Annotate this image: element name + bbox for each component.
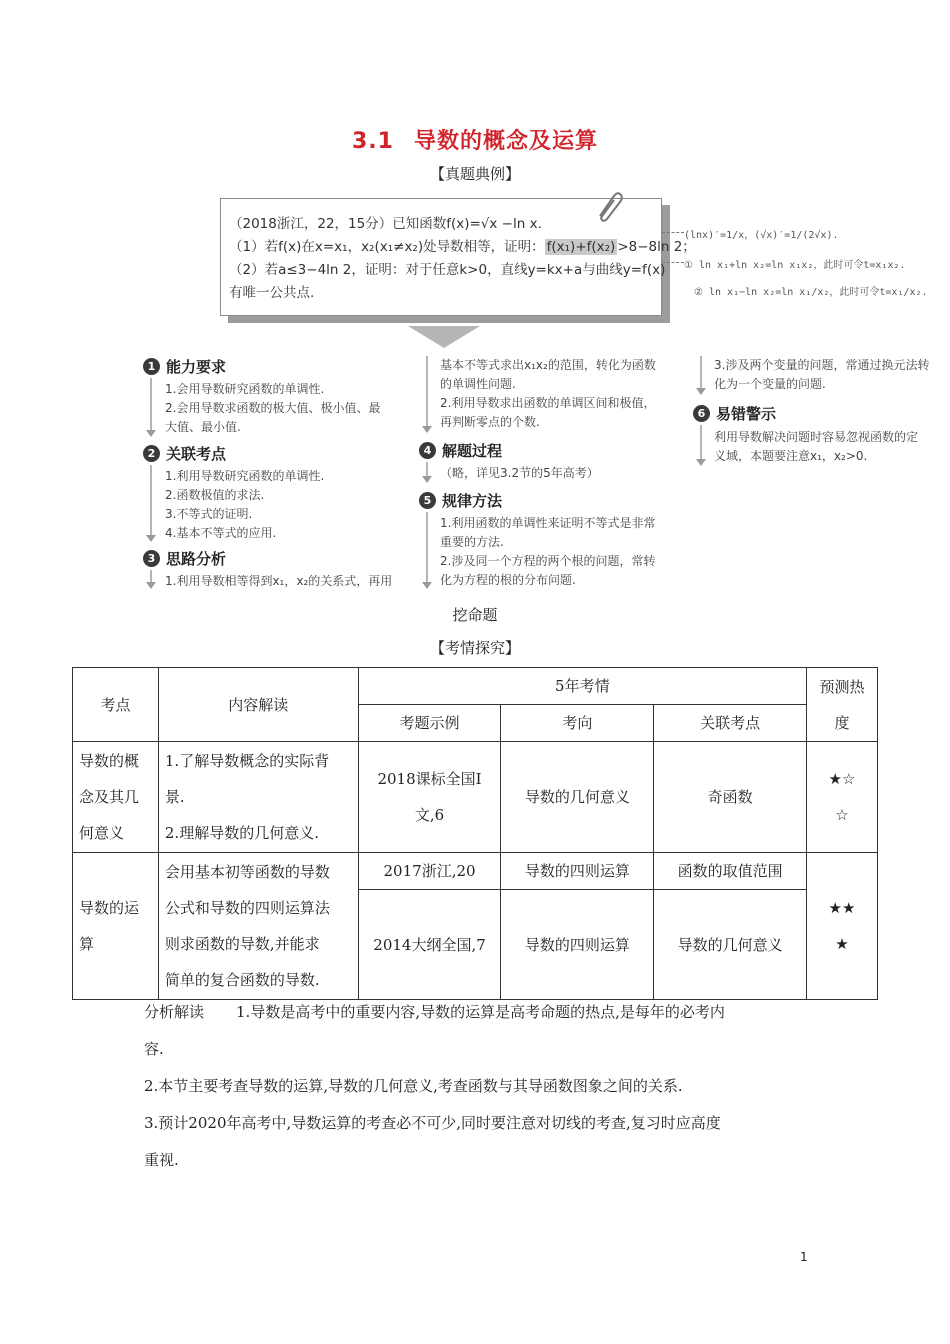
- note-leader: [662, 262, 684, 263]
- section-ability: 1 能力要求: [143, 356, 226, 377]
- analysis-section: 分析解读 1.导数是高考中的重要内容,导数的运算是高考命题的热点,是每年的必考内 容. 2.本节主要考查导数的运算,导数的几何意义,考查函数与其导函数图象之间的关系. 3.预计2020年高考中,导数运算的考查必不可少,同时要注意对切线的考查,复习时应高度 重视.: [144, 1003, 725, 1169]
- method-text: 1.利用函数的单调性来证明不等式是非常 重要的方法. 2.涉及同一个方程的两个根的问题，常转 化为方程的根的分布问题.: [440, 516, 656, 587]
- down-arrow-icon: [408, 326, 480, 348]
- cell-stars: ★★ ★: [807, 853, 878, 1000]
- note-derivatives: (lnx)′=1/x，(√x)′=1/(2√x).: [684, 230, 839, 241]
- cell-example: 2017浙江,20: [358, 853, 501, 890]
- exam-table: [72, 667, 878, 1000]
- timeline-line: [700, 425, 702, 459]
- header-direction: 考向: [501, 705, 654, 742]
- cell-example: 2018课标全国Ⅰ 文,6: [358, 742, 501, 853]
- cell-stars: ★☆ ☆: [807, 742, 878, 853]
- arrow-icon: [146, 535, 156, 542]
- cell-content: 1.了解导数概念的实际背 景. 2.理解导数的几何意义.: [158, 742, 358, 853]
- solution-text: （略，详见3.2节的5年高考）: [440, 466, 599, 480]
- cell-direction: 导数的四则运算: [501, 890, 654, 1000]
- cell-direction: 导数的四则运算: [501, 853, 654, 890]
- section-heading-examples: 【真题典例】: [429, 165, 520, 183]
- cell-content: 会用基本初等函数的导数 公式和导数的四则运算法 则求函数的导数,并能求 简单的复合函数的导数.: [158, 853, 358, 1000]
- cell-point: 导数的运 算: [73, 853, 159, 1000]
- section-number: 3.1: [352, 129, 394, 154]
- thinking-text: 1.利用导数相等得到x₁，x₂的关系式，再用: [165, 574, 393, 588]
- cell-direction: 导数的几何意义: [501, 742, 654, 853]
- header-related: 关联考点: [654, 705, 807, 742]
- cell-related: 导数的几何意义: [654, 890, 807, 1000]
- note-substitution-2: ② ln x₁−ln x₂=ln x₁/x₂，此时可令t=x₁/x₂.: [694, 287, 928, 298]
- arrow-icon: [422, 476, 432, 483]
- header-point: 考点: [73, 668, 159, 742]
- problem-line-2: （1）若f(x)在x=x₁，x₂(x₁≠x₂)处导数相等，证明： f(x₁)+f(x₂) >8−8ln 2；: [229, 239, 696, 255]
- arrow-icon: [696, 388, 706, 395]
- table-row: [73, 853, 878, 890]
- thinking-text-cont: 基本不等式求出x₁x₂的范围，转化为函数 的单调性问题. 2.利用导数求出函数的单调区间和极值， 再判断零点的个数.: [440, 358, 656, 429]
- header-5yr: 5年考情: [358, 668, 806, 705]
- timeline-line: [426, 512, 428, 584]
- warning-text: 利用导数解决问题时容易忽视函数的定 义域，本题要注意x₁，x₂>0.: [714, 430, 919, 463]
- number-badge: 4: [419, 442, 436, 459]
- section-thinking: 3 思路分析: [143, 548, 226, 569]
- cell-related: 函数的取值范围: [654, 853, 807, 890]
- arrow-icon: [696, 459, 706, 466]
- cell-point: 导数的概 念及其几 何意义: [73, 742, 159, 853]
- section-warning: 6 易错警示: [693, 403, 776, 424]
- timeline-line: [426, 462, 428, 476]
- arrow-icon: [146, 582, 156, 589]
- analysis-label: 分析解读: [144, 1003, 205, 1021]
- arrow-icon: [422, 582, 432, 589]
- section-related: 2 关联考点: [143, 443, 226, 464]
- problem-line-4: 有唯一公共点.: [229, 285, 315, 301]
- cell-related: 奇函数: [654, 742, 807, 853]
- header-predict: 预测热 度: [807, 668, 878, 742]
- page-number: 1: [800, 1250, 808, 1264]
- arrow-icon: [422, 426, 432, 433]
- arrow-icon: [146, 430, 156, 437]
- paperclip-icon: [594, 190, 624, 222]
- number-badge: 2: [143, 445, 160, 462]
- mining-heading: 挖命题: [452, 606, 498, 624]
- ability-text: 1.会用导数研究函数的单调性. 2.会用导数求函数的极大值、极小值、最 大值、最小值.: [165, 382, 381, 434]
- number-badge: 5: [419, 492, 436, 509]
- timeline-line: [700, 356, 702, 388]
- table-row: [73, 742, 878, 853]
- number-badge: 6: [693, 405, 710, 422]
- header-example: 考题示例: [358, 705, 501, 742]
- timeline-line: [426, 356, 428, 426]
- thinking-text-cont-2: 3.涉及两个变量的问题，常通过换元法转 化为一个变量的问题.: [714, 358, 930, 391]
- section-heading-exam: 【考情探究】: [429, 639, 520, 657]
- header-content: 内容解读: [158, 668, 358, 742]
- section-title: 导数的概念及运算: [413, 129, 598, 154]
- number-badge: 1: [143, 358, 160, 375]
- highlight: f(x₁)+f(x₂): [546, 239, 616, 255]
- note-substitution-1: ① ln x₁+ln x₂=ln x₁x₂，此时可令t=x₁x₂.: [684, 260, 906, 271]
- timeline-line: [150, 465, 152, 535]
- problem-line-3: （2）若a≤3−4ln 2，证明：对于任意k>0，直线y=kx+a与曲线y=f(x): [229, 262, 666, 278]
- number-badge: 3: [143, 550, 160, 567]
- timeline-line: [150, 378, 152, 430]
- problem-line-1: （2018浙江，22，15分）已知函数f(x)=√x −ln x.: [229, 216, 542, 232]
- related-text: 1.利用导数研究函数的单调性. 2.函数极值的求法. 3.不等式的证明. 4.基本不等式的应用.: [165, 469, 325, 540]
- page-title: [0, 124, 950, 155]
- note-leader: [662, 232, 684, 233]
- section-method: 5 规律方法: [419, 490, 502, 511]
- section-solution: 4 解题过程: [419, 440, 502, 461]
- cell-example: 2014大纲全国,7: [358, 890, 501, 1000]
